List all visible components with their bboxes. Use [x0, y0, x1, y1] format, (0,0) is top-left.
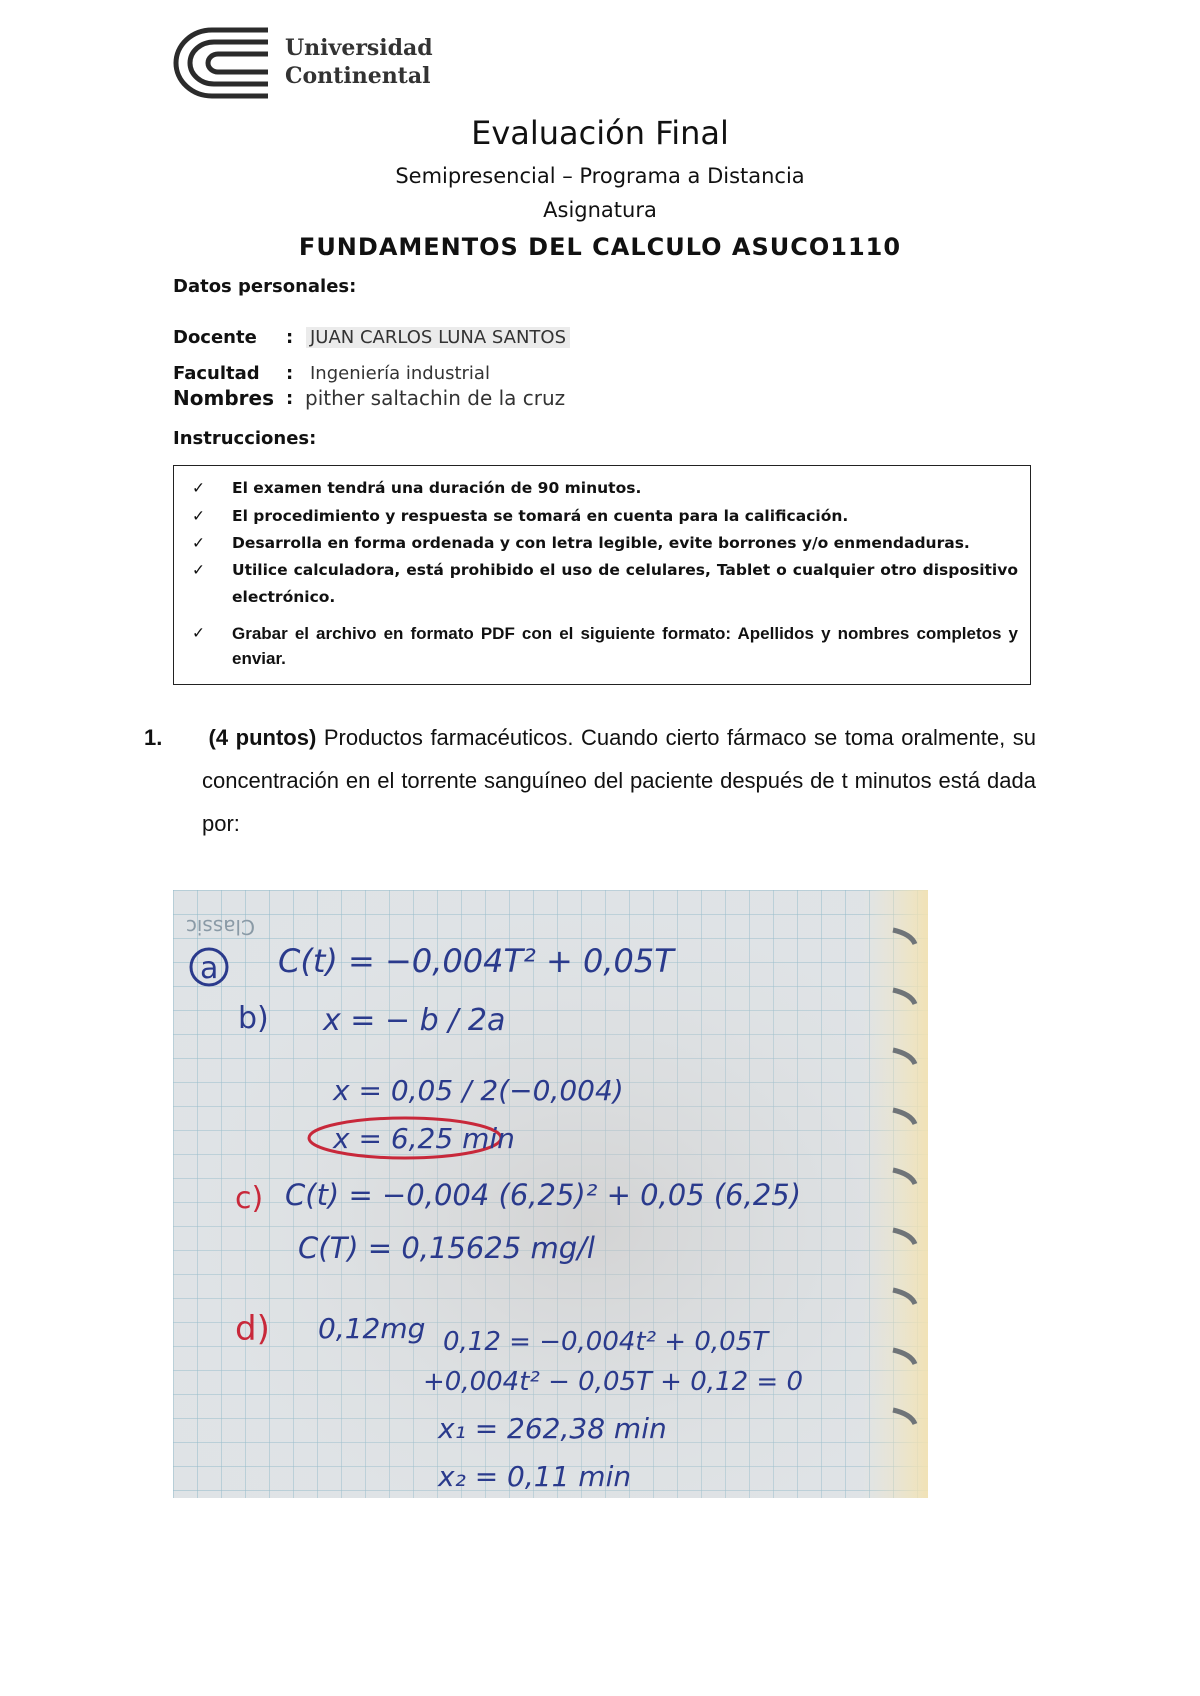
docente-value: JUAN CARLOS LUNA SANTOS [306, 327, 570, 348]
instruction-text: Utilice calculadora, está prohibido el uso de celulares, Tablet o cualquier otro dispositivo electrónico. [232, 561, 1018, 606]
university-logo [172, 26, 452, 100]
check-icon: ✓ [192, 624, 205, 642]
personal-data-heading: Datos personales: [173, 276, 357, 297]
d-line1: 0,12 = −0,004t² + 0,05T [443, 1327, 769, 1357]
nombres-value: pither saltachin de la cruz [305, 386, 566, 410]
question-number: 1. [144, 725, 163, 750]
nombres-field [173, 385, 565, 411]
asignatura-label: Asignatura [543, 198, 657, 222]
question-1 [144, 716, 1036, 845]
paper-edge [863, 890, 928, 1498]
d-x1: x₁ = 262,38 min [438, 1412, 667, 1445]
b-formula: x = − b / 2a [323, 1003, 506, 1038]
page-subtitle: Semipresencial – Programa a Distancia [395, 164, 805, 188]
course-title: FUNDAMENTOS DEL CALCULO ASUCO1110 [298, 233, 902, 261]
instruction-text: El procedimiento y respuesta se tomará en cuenta para la calificación. [232, 507, 849, 525]
b-substitution: x = 0,05 / 2(−0,004) [333, 1074, 624, 1107]
nombres-colon: : [286, 387, 294, 409]
nombres-label: Nombres [173, 386, 274, 410]
instruction-text: Grabar el archivo en formato PDF con el siguiente formato: Apellidos y nombres completos y enviar. [232, 624, 1018, 668]
university-logo-icon [172, 26, 272, 100]
instructions-box [173, 465, 1031, 685]
instruction-text: Desarrolla en forma ordenada y con letra legible, evite borrones y/o enmendaduras. [232, 534, 970, 552]
docente-label: Docente [173, 326, 257, 348]
check-icon: ✓ [192, 507, 205, 525]
instructions-heading: Instrucciones: [173, 428, 317, 449]
university-name [285, 34, 433, 90]
docente-field [173, 324, 570, 350]
check-icon: ✓ [192, 561, 205, 579]
instruction-text: El examen tendrá una duración de 90 minutos. [232, 479, 642, 497]
question-points: (4 puntos) [208, 725, 317, 750]
check-icon: ✓ [192, 534, 205, 552]
facultad-label: Facultad [173, 362, 260, 384]
d-x2: x₂ = 0,11 min [438, 1460, 632, 1493]
c-line1: C(t) = −0,004 (6,25)² + 0,05 (6,25) [285, 1178, 802, 1212]
page-title: Evaluación Final [471, 114, 729, 152]
docente-colon: : [286, 326, 294, 348]
instruction-item [192, 503, 1018, 530]
c-line2: C(T) = 0,15625 mg/l [298, 1231, 595, 1265]
handwritten-solution-photo [173, 890, 928, 1498]
question-1-paragraph [144, 716, 1036, 845]
notebook-brand: Classic [185, 915, 255, 939]
instruction-item [192, 621, 1018, 671]
d-line2: +0,004t² − 0,05T + 0,12 = 0 [423, 1367, 803, 1397]
item-b-label: b) [238, 1001, 269, 1036]
question-text: Productos farmacéuticos. Cuando cierto fármaco se toma oralmente, su concentración en el torrente sanguíneo del paciente después de t minutos está dada por: [202, 725, 1036, 836]
check-icon: ✓ [192, 479, 205, 497]
d-given: 0,12mg [318, 1312, 426, 1345]
university-name-line1: Universidad [285, 35, 433, 61]
university-name-line2: Continental [285, 63, 431, 89]
item-c-label: c) [235, 1181, 264, 1216]
facultad-colon: : [286, 362, 294, 384]
item-d-label: d) [235, 1309, 270, 1349]
item-a-label: a [200, 951, 219, 986]
instruction-item [192, 530, 1018, 557]
line-a: C(t) = −0,004T² + 0,05T [278, 942, 674, 980]
facultad-value: Ingeniería industrial [310, 362, 490, 384]
facultad-field [173, 360, 490, 386]
handwritten-solution-image [173, 890, 928, 1498]
instruction-item [192, 475, 1018, 502]
instruction-item [192, 557, 1018, 611]
b-result: x = 6,25 min [333, 1122, 515, 1155]
